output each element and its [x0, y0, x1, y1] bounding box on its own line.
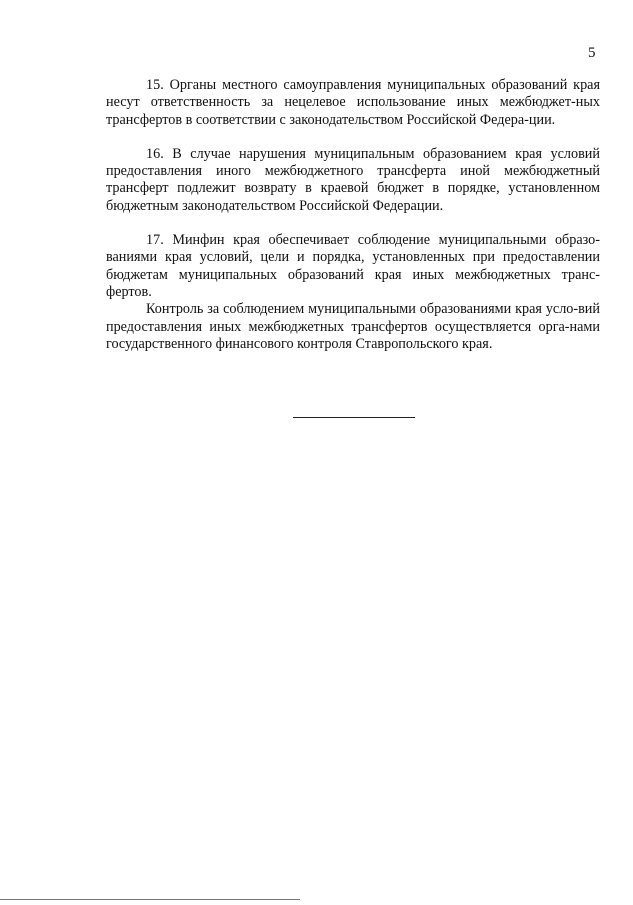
page-number: 5 [588, 45, 596, 61]
end-separator-line [293, 417, 415, 418]
paragraph-17-control: Контроль за соблюдением муниципальными образованиями края усло-вий предоставления иных межбюджетных трансфертов осуществляется орга-нами государственного финансового контроля Ставропольского края. [106, 301, 600, 352]
paragraph-17: 17. Минфин края обеспечивает соблюдение муниципальными образо-ваниями края условий, цели и порядка, установленных при предоставлении бюджетам муниципальных образований края иных межбюджетных транс-фертов. [106, 232, 600, 300]
paragraph-15: 15. Органы местного самоуправления муниципальных образований края несут ответственность за нецелевое использование иных межбюджет-ных трансфертов в соответствии с законодательством Российской Федера-ции. [106, 77, 600, 128]
bottom-scan-line [0, 899, 300, 900]
document-body [106, 77, 600, 353]
paragraph-16: 16. В случае нарушения муниципальным образованием края условий предоставления иного межбюджетного трансферта иной межбюджетный трансферт подлежит возврату в краевой бюджет в порядке, установленном бюджетным законодательством Российской Федерации. [106, 145, 600, 214]
